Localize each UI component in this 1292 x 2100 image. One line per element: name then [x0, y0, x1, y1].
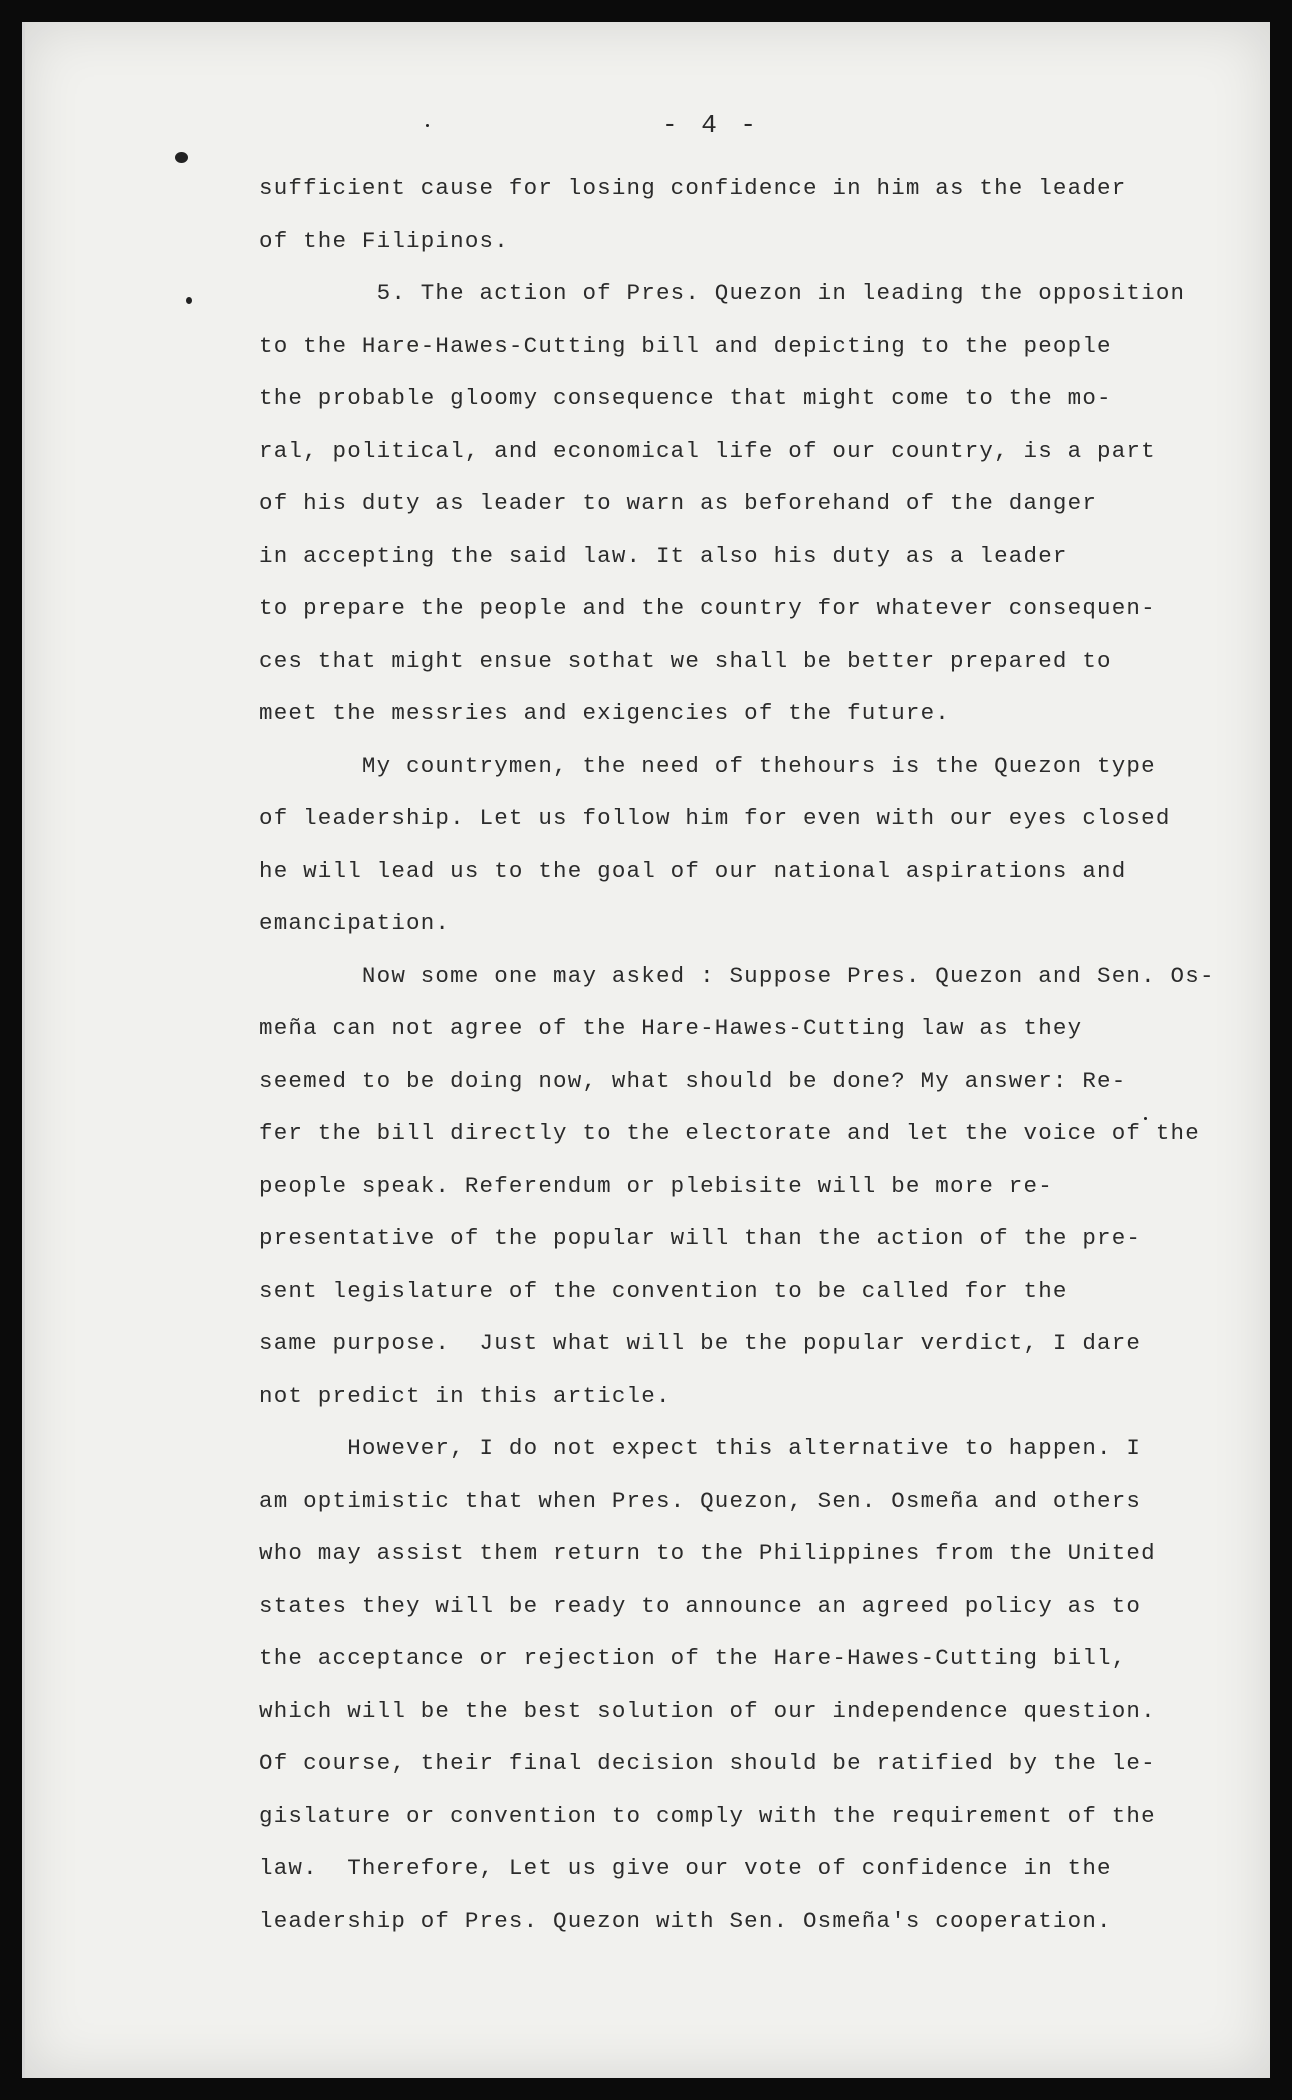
text-line: of leadership. Let us follow him for even with our eyes closed [259, 805, 1171, 831]
text-line: states they will be ready to announce an agreed policy as to [259, 1592, 1142, 1619]
text-line: the acceptance or rejection of the Hare-Hawes-Cutting bill, [259, 1645, 1127, 1671]
ink-speck [426, 124, 429, 127]
text-line: Now some one may asked : Suppose Pres. Quezon and Sen. Os- [259, 962, 1215, 989]
text-line: sent legislature of the convention to be called for the [259, 1277, 1068, 1304]
text-line: the probable gloomy consequence that might come to the mo- [259, 385, 1112, 411]
page-number: - 4 - [662, 110, 761, 140]
text-line: to the Hare-Hawes-Cutting bill and depicting to the people [259, 332, 1112, 359]
text-line: sufficient cause for losing confidence in him as the leader [259, 175, 1127, 201]
text-line: of his duty as leader to warn as beforehand of the danger [259, 490, 1098, 516]
text-line: am optimistic that when Pres. Quezon, Sen. Osmeña and others [259, 1487, 1142, 1514]
text-line: in accepting the said law. It also his duty as a leader [259, 542, 1068, 569]
text-line: same purpose. Just what will be the popular verdict, I dare [259, 1330, 1142, 1356]
text-line: he will lead us to the goal of our national aspirations and [259, 857, 1127, 884]
typed-letter-body [259, 162, 1259, 1947]
text-line: presentative of the popular will than the action of the pre- [259, 1225, 1142, 1251]
document-page [22, 22, 1270, 2078]
text-line: 5. The action of Pres. Quezon in leading the opposition [259, 280, 1186, 306]
text-line: leadership of Pres. Quezon with Sen. Osmeña's cooperation. [259, 1907, 1112, 1934]
text-line: people speak. Referendum or plebisite will be more re- [259, 1172, 1053, 1199]
text-line: ces that might ensue sothat we shall be better prepared to [259, 647, 1112, 674]
text-line: seemed to be doing now, what should be done? My answer: Re- [259, 1067, 1127, 1094]
text-line: fer the bill directly to the electorate and let the voice of the [259, 1120, 1200, 1146]
text-line: meña can not agree of the Hare-Hawes-Cutting law as they [259, 1015, 1083, 1041]
text-line: to prepare the people and the country for whatever consequen- [259, 595, 1156, 621]
text-line: who may assist them return to the Philippines from the United [259, 1540, 1156, 1566]
text-line: emancipation. [259, 910, 451, 936]
text-line: Of course, their final decision should be ratified by the le- [259, 1750, 1156, 1776]
text-line: which will be the best solution of our independence question. [259, 1697, 1156, 1724]
text-line: not predict in this article. [259, 1382, 671, 1409]
text-line: My countrymen, the need of thehours is the Quezon type [259, 752, 1156, 779]
text-line: law. Therefore, Let us give our vote of confidence in the [259, 1855, 1112, 1881]
ink-speck [175, 152, 188, 163]
text-line: However, I do not expect this alternative to happen. I [259, 1435, 1142, 1461]
text-line: gislature or convention to comply with the requirement of the [259, 1802, 1156, 1829]
text-line: meet the messries and exigencies of the future. [259, 700, 951, 726]
text-line: of the Filipinos. [259, 227, 509, 254]
scan-edge-left [22, 22, 25, 2078]
ink-speck [186, 297, 192, 304]
text-line: ral, political, and economical life of our country, is a part [259, 437, 1156, 464]
